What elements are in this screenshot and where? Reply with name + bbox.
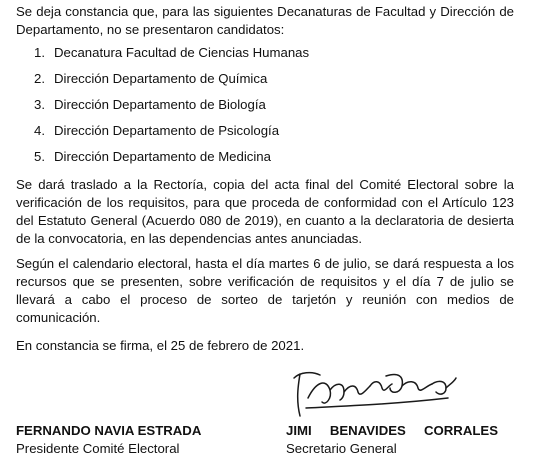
- list-item-text: Dirección Departamento de Biología: [54, 97, 266, 112]
- list-item-number: 2.: [34, 71, 45, 86]
- list-item: [34, 148, 309, 174]
- signatory-title: Presidente Comité Electoral: [16, 441, 180, 456]
- list-item: [34, 96, 309, 122]
- intro-paragraph: Se deja constancia que, para las siguientes Decanaturas de Facultad y Dirección de Departamento, no se presentaron candidatos:: [16, 4, 514, 37]
- vacant-positions-list: [34, 44, 309, 174]
- constancia-paragraph: En constancia se firma, el 25 de febrero de 2021.: [16, 338, 305, 353]
- list-item-number: 1.: [34, 45, 45, 60]
- list-item: [34, 122, 309, 148]
- list-item: [34, 44, 309, 70]
- list-item-number: 5.: [34, 149, 45, 164]
- signatory-left: [16, 422, 201, 458]
- list-item: [34, 70, 309, 96]
- list-item-text: Dirección Departamento de Psicología: [54, 123, 280, 138]
- list-item-text: Dirección Departamento de Química: [54, 71, 268, 86]
- signatory-name: FERNANDO NAVIA ESTRADA: [16, 423, 202, 438]
- list-item-text: Dirección Departamento de Medicina: [54, 149, 271, 164]
- list-item-text: Decanatura Facultad de Ciencias Humanas: [54, 45, 310, 60]
- traslado-paragraph: Se dará traslado a la Rectoría, copia del acta final del Comité Electoral sobre la verificación de los requisitos, para que proceda de conformidad con el Artículo 123 del Estatuto General (Acuerdo 080 de 2019), en cuanto a la declaratoria de desierta de la convocatoria, en las dependencias antes anunciadas.: [16, 177, 514, 246]
- list-item-number: 4.: [34, 123, 45, 138]
- list-item-number: 3.: [34, 97, 45, 112]
- signatory-title: Secretario General: [286, 441, 397, 456]
- handwritten-signature: [286, 368, 458, 420]
- calendario-paragraph: Según el calendario electoral, hasta el día martes 6 de julio, se dará respuesta a los recursos que se presenten, sobre verificación de requisitos y el día 7 de julio se llevará a cabo el proceso de sorteo de tarjetón y reunión con medios de comunicación.: [16, 256, 514, 325]
- signatory-name: JIMI BENAVIDES CORRALES: [286, 423, 498, 438]
- signatory-right: [286, 422, 498, 458]
